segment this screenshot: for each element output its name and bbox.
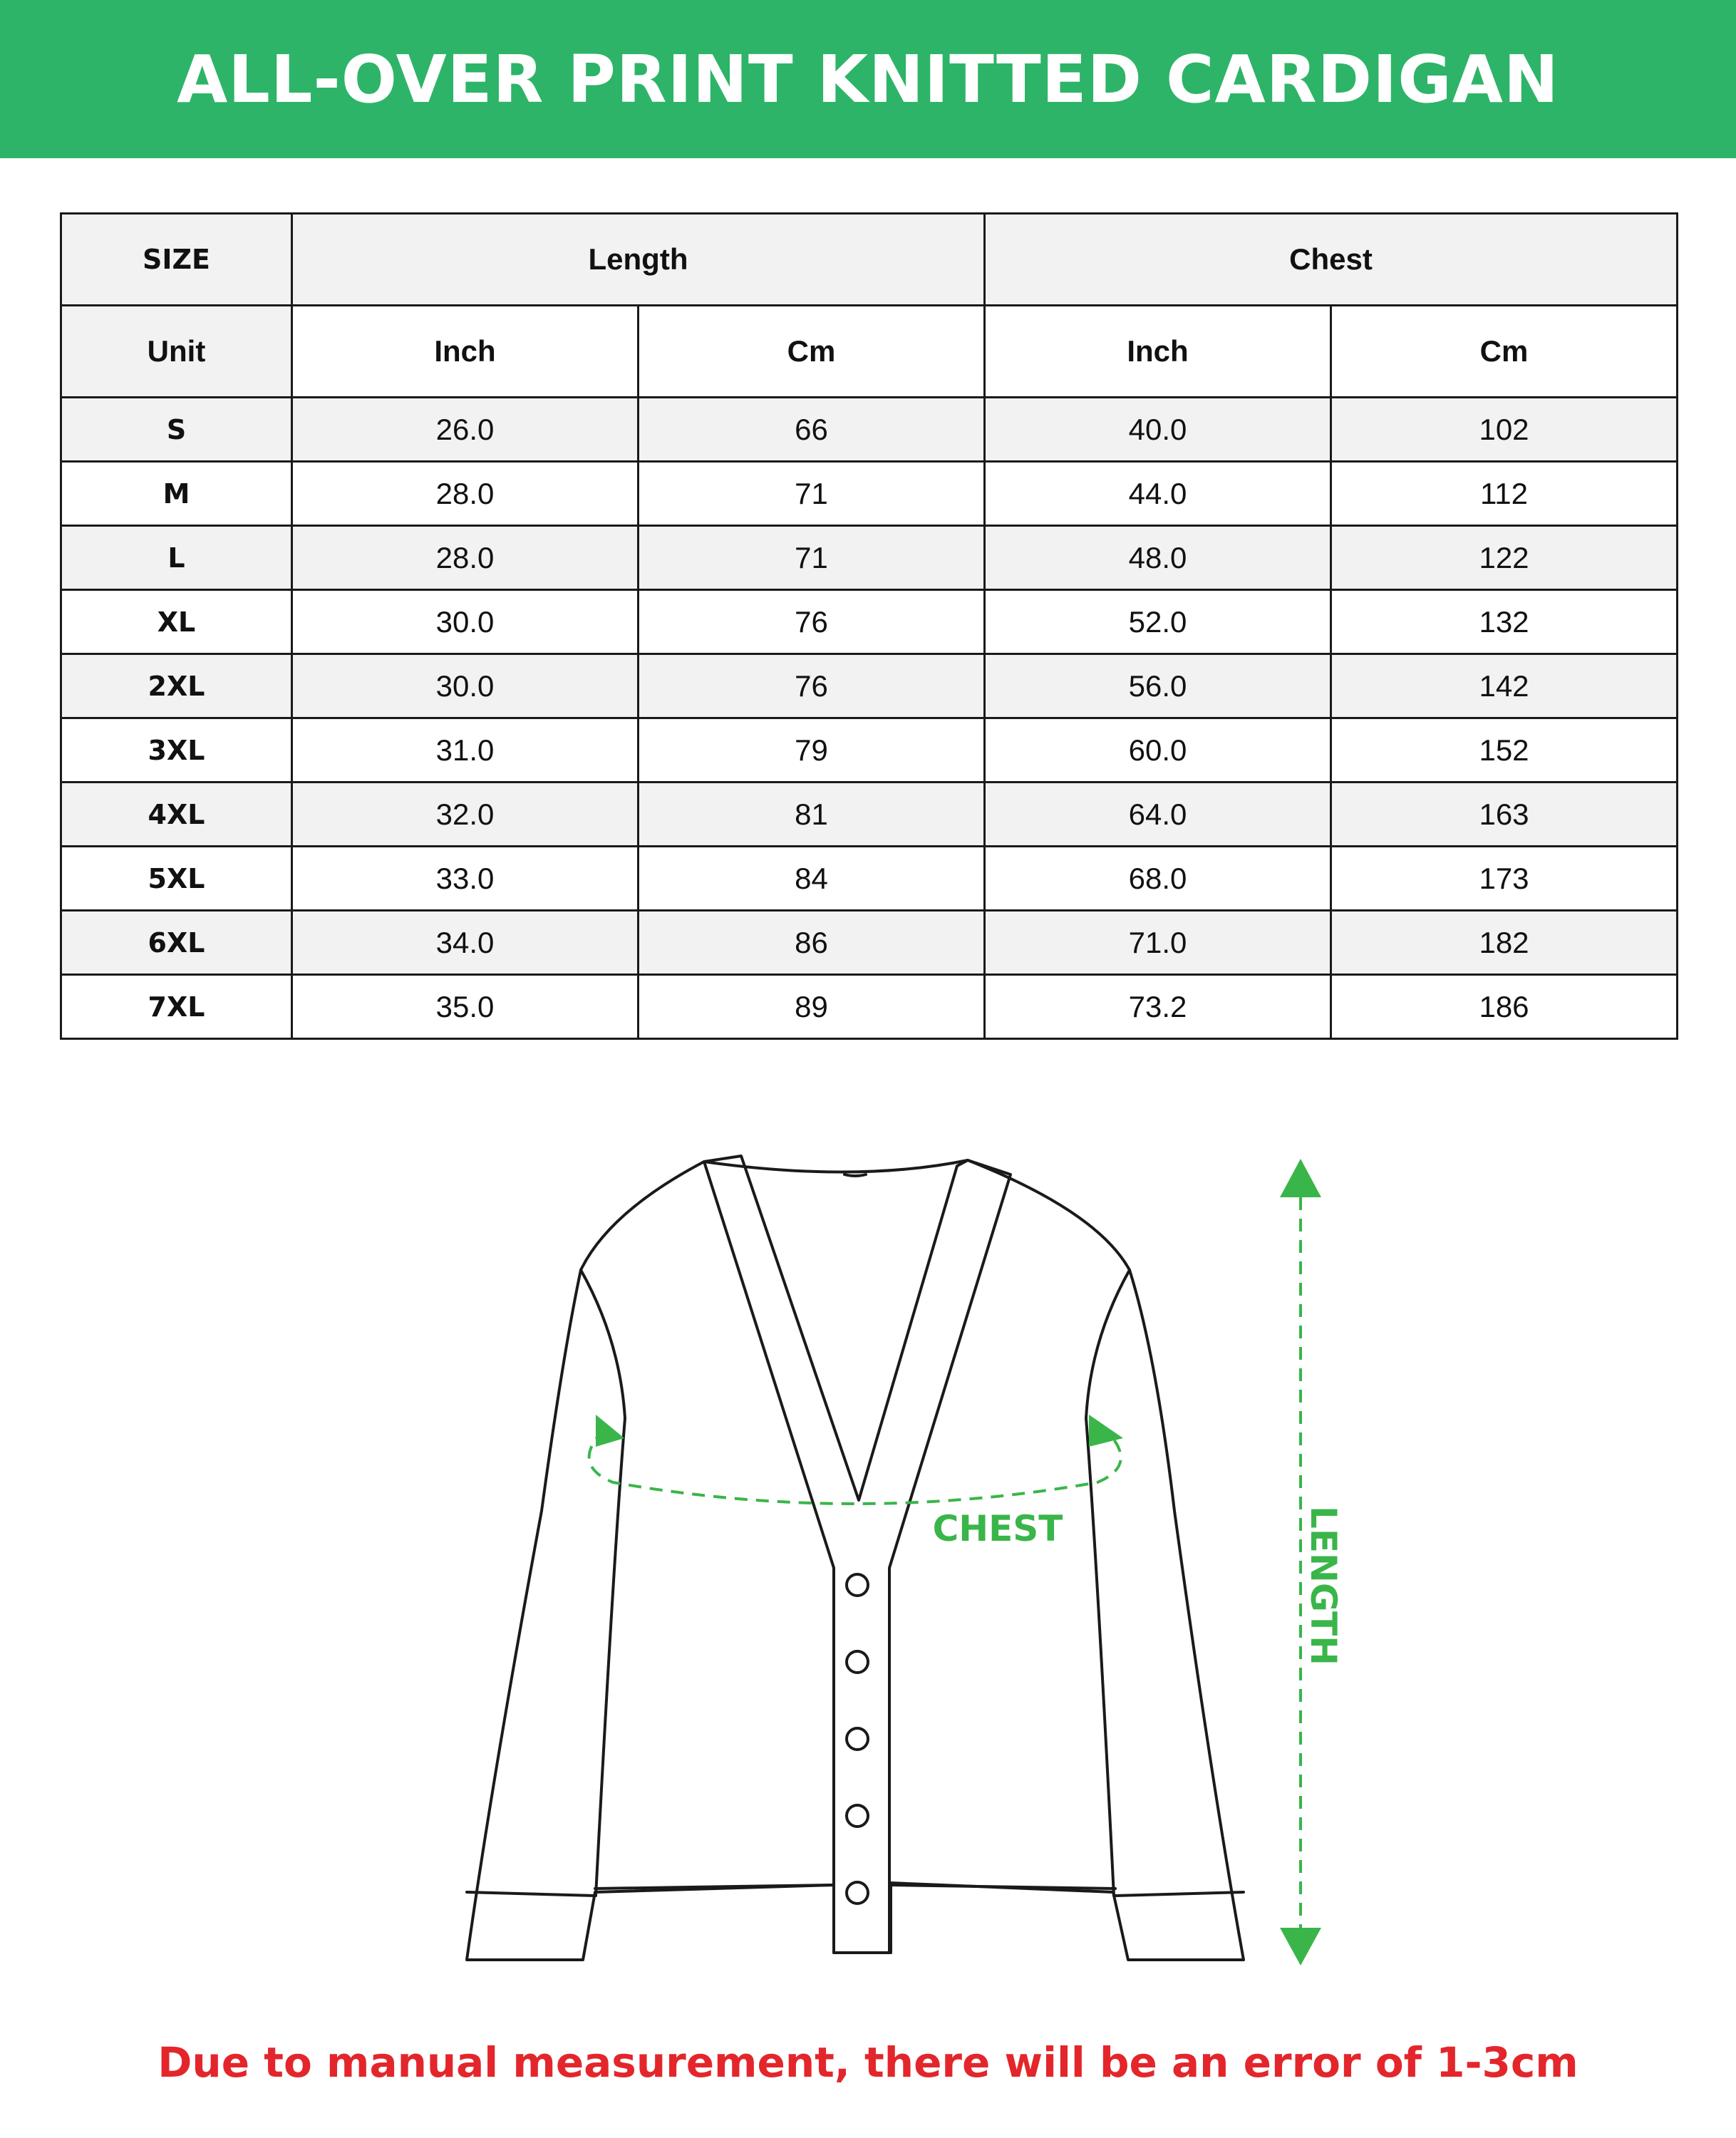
chest-label: CHEST: [932, 1508, 1063, 1549]
length-inch-cell: 30.0: [292, 654, 639, 718]
length-header-cell: Length: [292, 214, 985, 306]
chest-inch-cell: 40.0: [985, 398, 1331, 462]
length-cm-cell: 76: [639, 590, 985, 654]
chest-inch-cell: 44.0: [985, 462, 1331, 526]
chest-inch-cell: 68.0: [985, 847, 1331, 911]
unit-cell: Inch: [292, 306, 639, 398]
button-column: [847, 1574, 868, 1904]
page-title: ALL-OVER PRINT KNITTED CARDIGAN: [177, 41, 1559, 118]
length-cm-cell: 81: [639, 783, 985, 847]
chest-cm-cell: 132: [1331, 590, 1678, 654]
measurement-disclaimer: Due to manual measurement, there will be an error of 1-3cm: [157, 2038, 1579, 2087]
length-label: LENGTH: [1303, 1506, 1344, 1666]
table-row: [61, 398, 1678, 462]
unit-cell: Inch: [985, 306, 1331, 398]
length-cm-cell: 66: [639, 398, 985, 462]
chest-inch-cell: 48.0: [985, 526, 1331, 590]
length-cm-cell: 89: [639, 975, 985, 1039]
size-header-cell: SIZE: [61, 214, 292, 306]
size-cell: 5XL: [61, 847, 292, 911]
chest-arrow-right-icon: [1089, 1415, 1123, 1447]
left-sleeve-outline: [581, 1270, 625, 1896]
size-cell: 3XL: [61, 718, 292, 783]
cardigan-button-icon: [847, 1651, 868, 1673]
table-row: [61, 783, 1678, 847]
cardigan-body-outline: [467, 1160, 1244, 1960]
chest-cm-cell: 152: [1331, 718, 1678, 783]
table-unit-row: [61, 306, 1678, 398]
header-banner: [0, 0, 1736, 158]
table-row: [61, 526, 1678, 590]
length-inch-cell: 28.0: [292, 526, 639, 590]
cardigan-button-icon: [847, 1805, 868, 1827]
cardigan-button-icon: [847, 1574, 868, 1596]
length-cm-cell: 79: [639, 718, 985, 783]
unit-header-cell: Unit: [61, 306, 292, 398]
size-cell: 4XL: [61, 783, 292, 847]
chest-cm-cell: 182: [1331, 911, 1678, 975]
length-arrow-up-icon: [1280, 1159, 1321, 1197]
right-cuff-line: [1115, 1892, 1244, 1896]
chest-arrow-left-icon: [596, 1415, 624, 1447]
length-cm-cell: 71: [639, 526, 985, 590]
length-arrow-down-icon: [1280, 1928, 1321, 1966]
length-inch-cell: 30.0: [292, 590, 639, 654]
unit-cell: Cm: [639, 306, 985, 398]
size-chart-table: [60, 212, 1678, 1040]
table-row: [61, 462, 1678, 526]
unit-cell: Cm: [1331, 306, 1678, 398]
chest-cm-cell: 173: [1331, 847, 1678, 911]
chest-inch-cell: 52.0: [985, 590, 1331, 654]
cardigan-button-icon: [847, 1728, 868, 1750]
chest-cm-cell: 122: [1331, 526, 1678, 590]
size-cell: XL: [61, 590, 292, 654]
chest-header-cell: Chest: [985, 214, 1678, 306]
table-row: [61, 975, 1678, 1039]
chest-cm-cell: 142: [1331, 654, 1678, 718]
chest-inch-cell: 60.0: [985, 718, 1331, 783]
length-inch-cell: 34.0: [292, 911, 639, 975]
chest-cm-cell: 186: [1331, 975, 1678, 1039]
size-cell: 7XL: [61, 975, 292, 1039]
cardigan-diagram: [0, 1126, 1736, 1995]
length-inch-cell: 35.0: [292, 975, 639, 1039]
length-cm-cell: 86: [639, 911, 985, 975]
length-inch-cell: 32.0: [292, 783, 639, 847]
table-header-row: [61, 214, 1678, 306]
collar-outline: [704, 1156, 1011, 1953]
table-row: [61, 590, 1678, 654]
length-cm-cell: 71: [639, 462, 985, 526]
length-inch-cell: 33.0: [292, 847, 639, 911]
size-cell: M: [61, 462, 292, 526]
chest-inch-cell: 73.2: [985, 975, 1331, 1039]
chest-cm-cell: 163: [1331, 783, 1678, 847]
cardigan-button-icon: [847, 1882, 868, 1904]
chest-cm-cell: 102: [1331, 398, 1678, 462]
length-cm-cell: 76: [639, 654, 985, 718]
table-row: [61, 911, 1678, 975]
right-sleeve-outline: [1086, 1270, 1130, 1896]
length-cm-cell: 84: [639, 847, 985, 911]
size-cell: L: [61, 526, 292, 590]
left-cuff-line: [467, 1892, 595, 1896]
length-inch-cell: 26.0: [292, 398, 639, 462]
table-row: [61, 718, 1678, 783]
chest-cm-cell: 112: [1331, 462, 1678, 526]
size-cell: 2XL: [61, 654, 292, 718]
size-cell: 6XL: [61, 911, 292, 975]
neck-tag-line: [844, 1174, 866, 1176]
table-row: [61, 847, 1678, 911]
length-inch-cell: 31.0: [292, 718, 639, 783]
length-inch-cell: 28.0: [292, 462, 639, 526]
size-cell: S: [61, 398, 292, 462]
chest-inch-cell: 71.0: [985, 911, 1331, 975]
cardigan-outline-icon: [467, 1156, 1244, 1960]
chest-inch-cell: 64.0: [985, 783, 1331, 847]
chest-inch-cell: 56.0: [985, 654, 1331, 718]
table-row: [61, 654, 1678, 718]
